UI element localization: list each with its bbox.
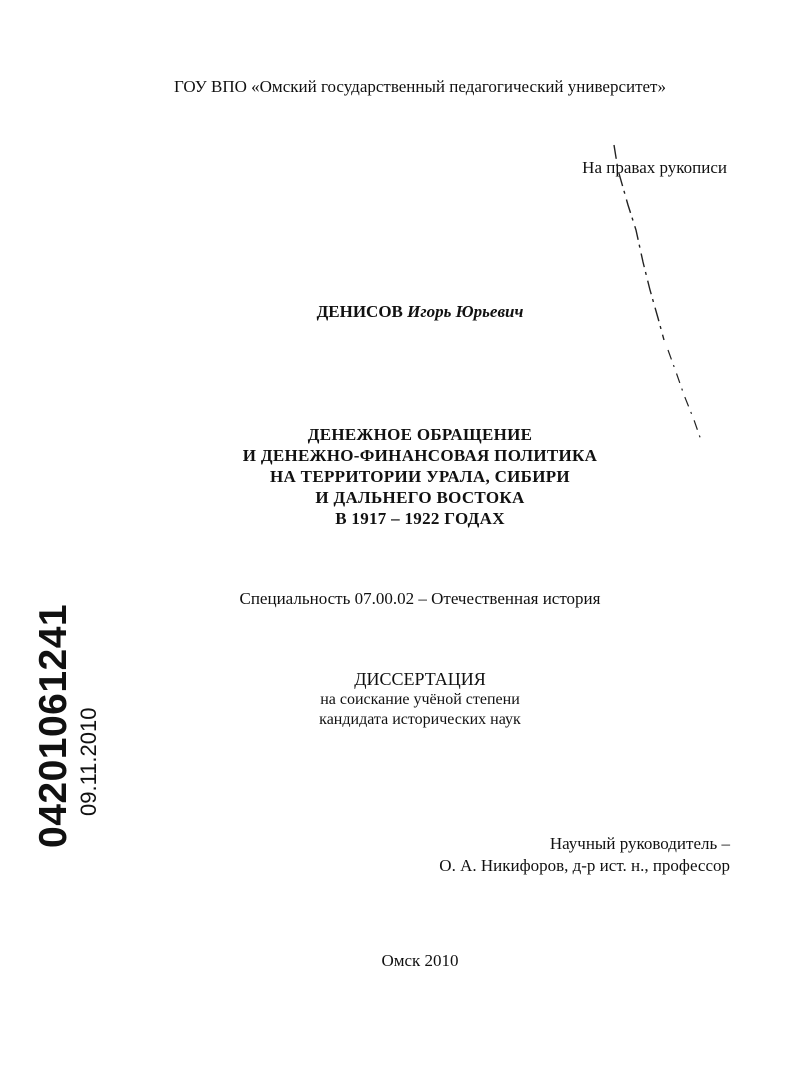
advisor-label: Научный руководитель – bbox=[549, 834, 730, 853]
stamp-date: 09.11.2010 bbox=[76, 707, 101, 816]
manuscript-note: На правах рукописи bbox=[582, 158, 727, 177]
author-name bbox=[0, 302, 793, 322]
stamp-number: 04201061241 bbox=[32, 603, 75, 848]
specialty: Специальность 07.00.02 – Отечественная история bbox=[239, 589, 601, 608]
degree-line-1: на соискание учёной степени bbox=[320, 691, 520, 708]
dissertation-title bbox=[0, 424, 793, 529]
title-line: НА ТЕРРИТОРИИ УРАЛА, СИБИРИ bbox=[270, 467, 570, 486]
library-stamp bbox=[32, 603, 104, 848]
title-line: В 1917 – 1922 ГОДАХ bbox=[335, 509, 505, 528]
city-year: Омск 2010 bbox=[381, 951, 459, 970]
institution-name: ГОУ ВПО «Омский государственный педагогический университет» bbox=[174, 77, 666, 96]
dissertation-type bbox=[0, 668, 793, 730]
title-line: ДЕНЕЖНОЕ ОБРАЩЕНИЕ bbox=[307, 425, 533, 444]
advisor-name: О. А. Никифоров, д-р ист. н., профессор bbox=[439, 856, 730, 875]
degree-line-2: кандидата исторических наук bbox=[319, 711, 521, 728]
author-surname: ДЕНИСОВ bbox=[316, 302, 403, 321]
dissertation-heading: ДИССЕРТАЦИЯ bbox=[354, 669, 486, 689]
author-given-names: Игорь Юрьевич bbox=[407, 302, 524, 321]
title-line: И ДЕНЕЖНО-ФИНАНСОВАЯ ПОЛИТИКА bbox=[242, 446, 598, 465]
advisor bbox=[439, 833, 730, 877]
title-line: И ДАЛЬНЕГО ВОСТОКА bbox=[315, 488, 525, 507]
